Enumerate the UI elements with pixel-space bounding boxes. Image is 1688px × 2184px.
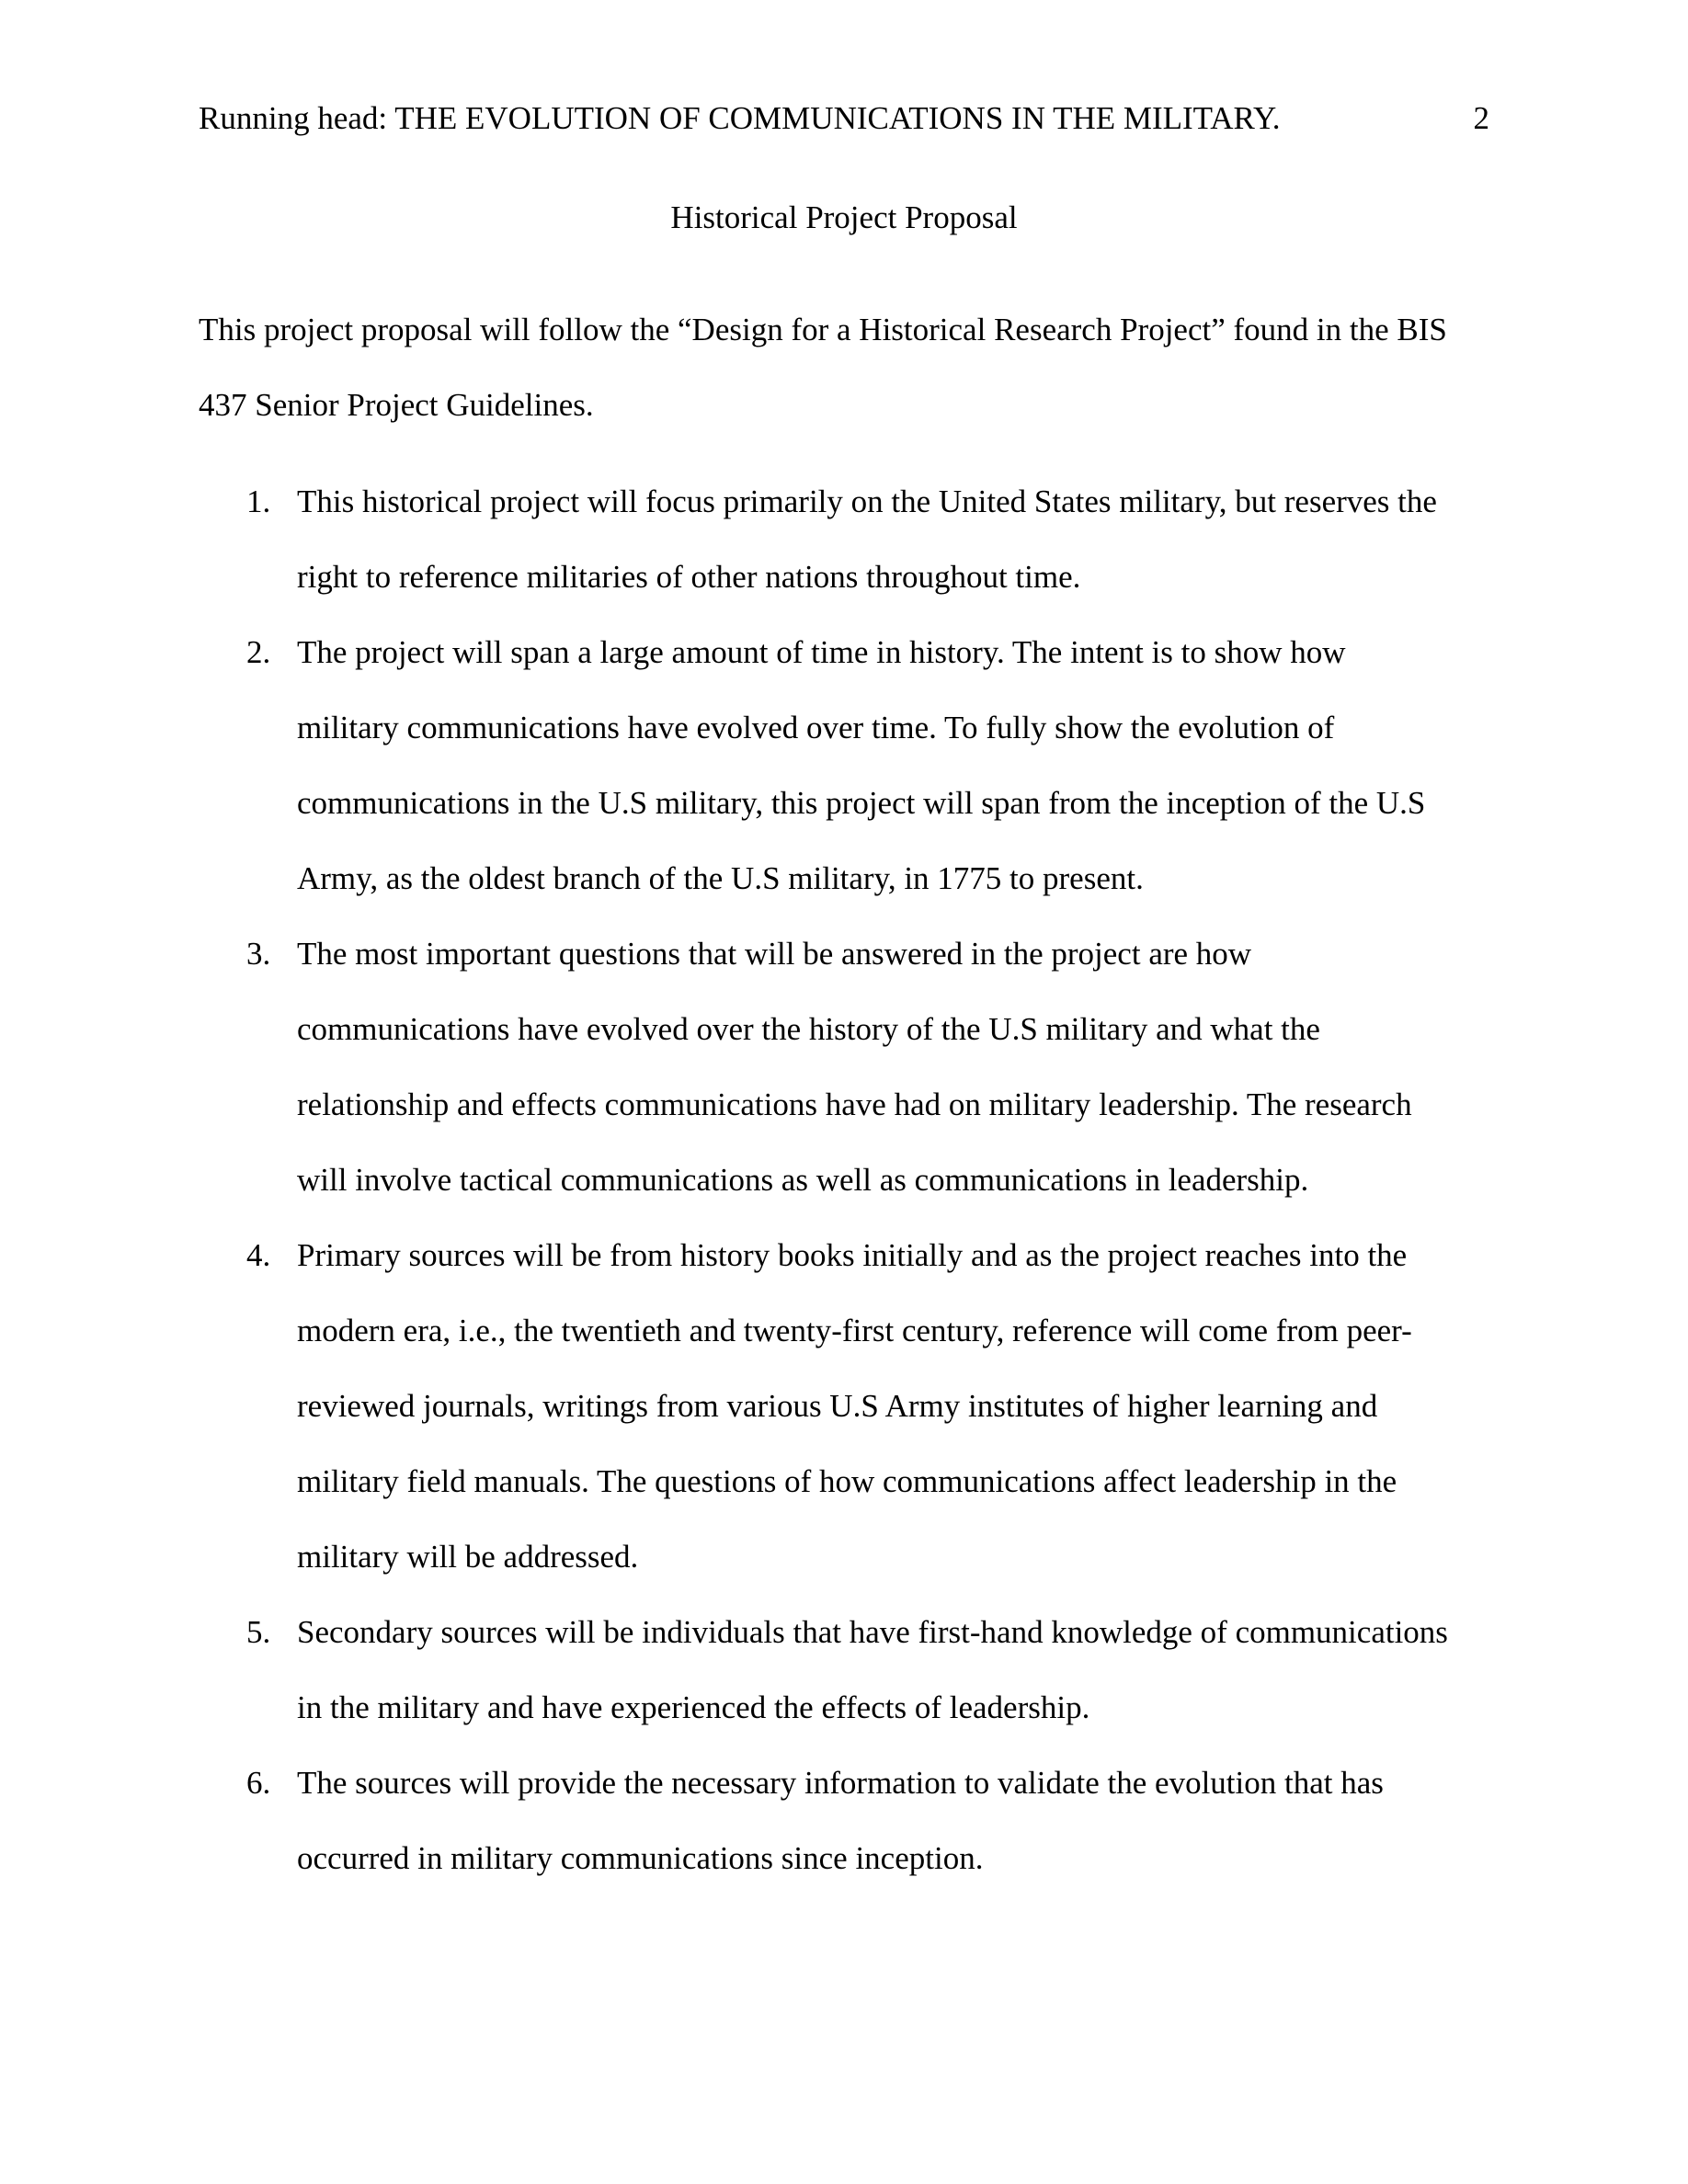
list-item-number: 2. [246,634,271,670]
intro-line: 437 Senior Project Guidelines. [199,387,594,423]
list-item-line: reviewed journals, writings from various U.S Army institutes of higher learning and [297,1388,1378,1424]
list-item-line: military will be addressed. [297,1539,639,1575]
list-item-line: The most important questions that will be answered in the project are how [297,936,1252,972]
list-item-number: 4. [246,1237,271,1273]
list-item-line: modern era, i.e., the twentieth and twenty-first century, reference will come from peer- [297,1313,1412,1348]
list-item-line: The project will span a large amount of time in history. The intent is to show how [297,634,1346,670]
list-item-line: military communications have evolved over time. To fully show the evolution of [297,710,1335,745]
list-item-line: occurred in military communications since inception. [297,1840,984,1876]
page-number: 2 [1473,100,1489,136]
list-item [199,1595,1489,1746]
list-item-number: 3. [246,936,271,972]
list-item-line: The sources will provide the necessary information to validate the evolution that has [297,1765,1384,1801]
list-item-line: Primary sources will be from history books initially and as the project reaches into the [297,1237,1408,1273]
list-item [199,615,1489,916]
list-item-line: will involve tactical communications as well as communications in leadership. [297,1162,1309,1198]
list-item [199,1746,1489,1896]
list-item [199,1218,1489,1595]
list-item-line: communications in the U.S military, this project will span from the inception of the U.S [297,785,1426,821]
list-item-line: This historical project will focus primarily on the United States military, but reserves the [297,483,1437,519]
list-item-line: Army, as the oldest branch of the U.S military, in 1775 to present. [297,860,1144,896]
list-item-line: communications have evolved over the history of the U.S military and what the [297,1011,1320,1047]
document-title: Historical Project Proposal [670,199,1018,235]
list-item-line: Secondary sources will be individuals that have first-hand knowledge of communications [297,1614,1448,1650]
list-item-number: 5. [246,1614,271,1650]
list-item-number: 6. [246,1765,271,1801]
list-item-line: in the military and have experienced the effects of leadership. [297,1689,1090,1725]
list-item-line: military field manuals. The questions of how communications affect leadership in the [297,1463,1397,1499]
list-item [199,464,1489,615]
page-header [199,96,1489,142]
list-item-number: 1. [246,483,271,519]
intro-paragraph [199,292,1489,443]
intro-line: This project proposal will follow the “Design for a Historical Research Project” found in the BIS [199,312,1447,347]
numbered-list [199,464,1489,1896]
list-item-line: right to reference militaries of other nations throughout time. [297,559,1081,595]
running-head: Running head: THE EVOLUTION OF COMMUNICATIONS IN THE MILITARY. [199,100,1281,136]
list-item-line: relationship and effects communications have had on military leadership. The research [297,1086,1412,1122]
list-item [199,916,1489,1218]
